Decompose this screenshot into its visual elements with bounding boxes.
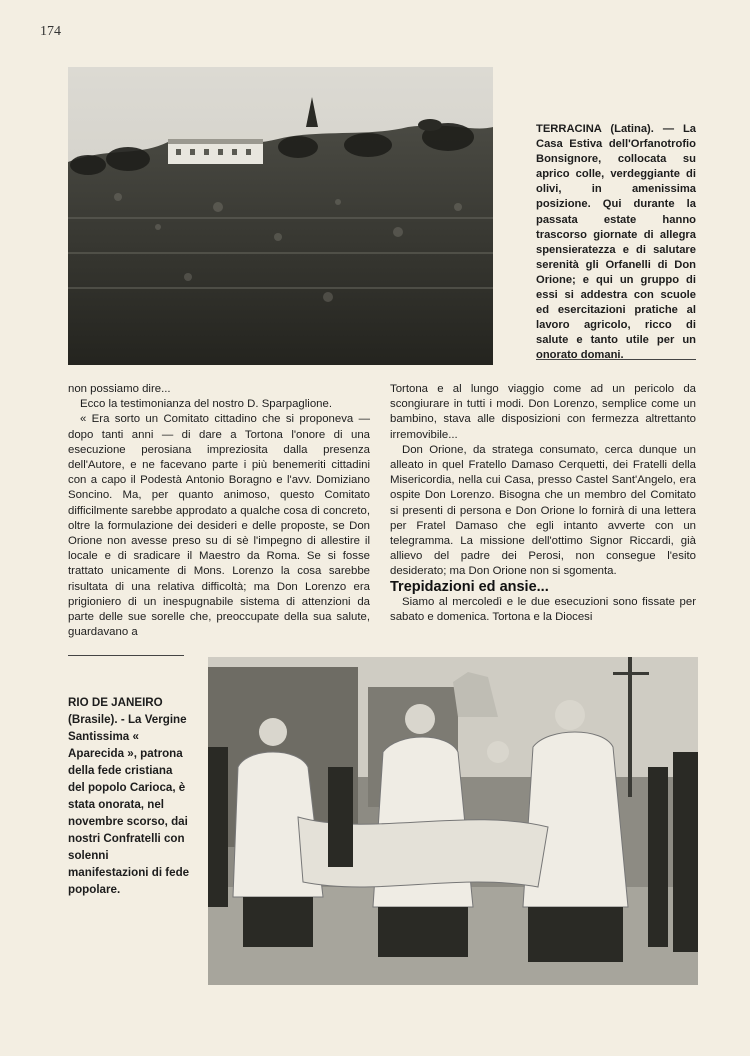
terracina-photo [68,67,493,365]
article-paragraph: Tortona e al lungo viaggio come ad un pericolo da scongiurare in tutti i modi. Don Lorenzo, semplice come un bambino, stava alle disposizioni con fermezza altrettanto irremovibile... [390,383,696,441]
article-paragraph: Siamo al mercoledì e le due esecuzioni sono fissate per sabato e domenica. Tortona e la Diocesi [390,595,696,624]
rio-caption [68,694,190,898]
article-paragraph: Don Orione, da stratega consumato, cerca dunque un alleato in quel Fratello Damaso Cerquetti, dei Fratelli della Misericordia, nella cui Casa, presso Castel Sant'Angelo, era ospite Don Lorenzo. Bisogna che un membro del Comitato si presenti di persona e Don Orione lo fornirà di una lettera per Fratel Damaso che egli intanto avverte con un telegramma. La missione dell'ottimo Signor Riccardi, già allievo del padre dei Perosi, non consegue l'esito desiderato; ma Don Orione non si sgomenta. [390,443,696,578]
article-paragraph: Ecco la testimonianza del nostro D. Sparpaglione. [80,398,333,411]
procession-photo [208,657,698,985]
article-paragraph: non possiamo dire... [68,383,171,395]
top-caption-rule [536,359,696,360]
page-number: 174 [40,24,61,39]
bottom-caption-rule [68,655,184,656]
terracina-caption [536,122,696,364]
terracina-caption-place: TERRACINA (Latina). — [536,123,675,135]
article-left-column [68,382,370,640]
landscape-photo-icon [68,67,493,365]
terracina-caption-text: La Casa Estiva dell'Orfanotrofio Bonsignore, collocata su aprico colle, verdeggiante di olivi, in amenissima posizione. Qui durante la passata estate hanno trascorso giornate di allegra spensieratezza e di salutare serenità gli Orfanelli di Don Orione; e qui un gruppo di essi si addestra con scuole ed esercitazioni pratiche al lavoro agricolo, ricco di salute e tanto utile per un onorato domani. [536,123,697,362]
section-heading: Trepidazioni ed ansie... [390,578,549,595]
rio-caption-place: RIO DE JANEIRO (Brasile). - [68,696,163,726]
procession-photo-icon [208,657,698,985]
article-paragraph: « Era sorto un Comitato cittadino che si proponeva — dopo tanti anni — di dare a Tortona l'onore di una esecuzione perosiana impreziosita dalla presenza dell'Autore, e ne facevano parte i più benemeriti cittadini con a capo il Podestà Antonio Boragno e l'avv. Domiziano Soncino. Ma, per quanto animoso, questo Comitato difficilmente sarebbe approdato a qualche cosa di concreto, oltre la formulazione dei desideri e delle proposte, se Don Orione non avesse preso su di sè l'impegno di allestire il locale e di sradicare il Maestro da Roma. Se si fosse trattato unicamente di Mons. Lorenzo la cosa sarebbe risultata di una relativa difficoltà; ma Don Lorenzo era prigioniero di un inespugnabile sistema di attenzioni da parte delle sue sorelle che, preoccupate della sua salute, guardavano a [68,413,370,639]
article-right-column [390,382,696,625]
rio-caption-text: La Vergine Santissima « Aparecida », patrona della fede cristiana del popolo Carioca, è stata onorata, nel novembre scorso, dai nostri Confratelli con solenni manifestazioni di fede popolare. [68,713,190,896]
